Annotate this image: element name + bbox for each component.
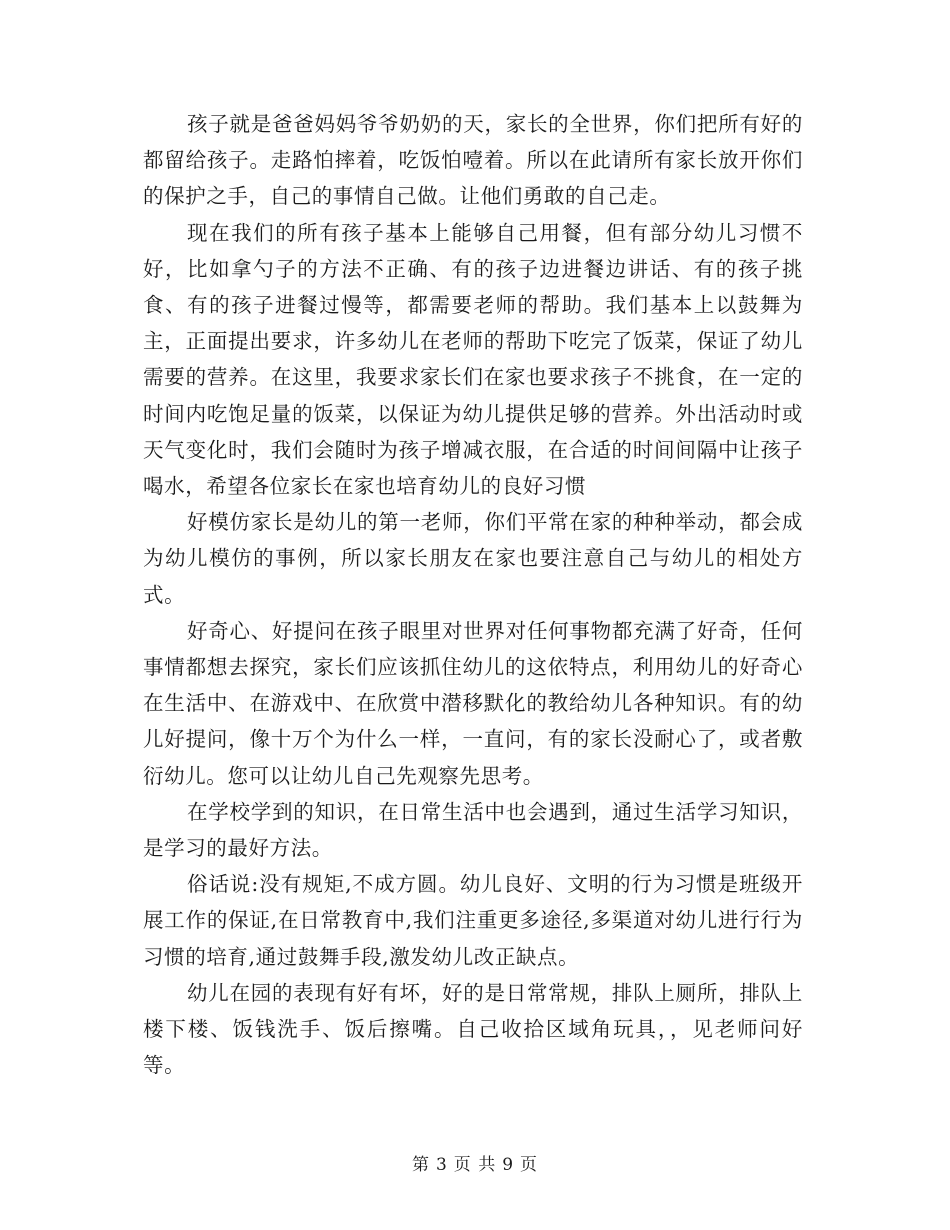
document-body [143,106,803,1083]
paragraph-7: 幼儿在园的表现有好有坏，好的是日常常规，排队上厕所，排队上楼下楼、饭钱洗手、饭后擦嘴。自己收拾区域角玩具，，见老师问好等。 [143,980,803,1078]
footer-prefix: 第 [411,1155,430,1175]
paragraph-6: 俗话说:没有规矩,不成方圆。幼儿良好、文明的行为习惯是班级开展工作的保证,在日常教育中,我们注重更多途径,多渠道对幼儿进行行为习惯的培育,通过鼓舞手段,激发幼儿改正缺点。 [143,872,803,969]
current-page-number: 3 [435,1155,448,1175]
total-pages-number: 9 [502,1155,515,1175]
footer-suffix: 页 [520,1155,539,1175]
page-footer [0,1150,950,1175]
paragraph-5: 在学校学到的知识，在日常生活中也会遇到，通过生活学习知识，是学习的最好方法。 [143,799,803,861]
paragraph-4: 好奇心、好提问在孩子眼里对世界对任何事物都充满了好奇，任何事情都想去探究，家长们应该抓住幼儿的这依特点，利用幼儿的好奇心在生活中、在游戏中、在欣赏中潜移默化的教给幼儿各种知识。有的幼儿好提问，像十万个为什么一样，一直问，有的家长没耐心了，或者敷衍幼儿。您可以让幼儿自己先观察先思考。 [143,618,803,788]
footer-middle: 页 共 [453,1155,497,1175]
paragraph-1: 孩子就是爸爸妈妈爷爷奶奶的天，家长的全世界，你们把所有好的都留给孩子。走路怕摔着，吃饭怕噎着。所以在此请所有家长放开你们的保护之手，自己的事情自己做。让他们勇敢的自己走。 [143,112,803,209]
paragraph-3: 好模仿家长是幼儿的第一老师，你们平常在家的种种举动，都会成为幼儿模仿的事例，所以家长朋友在家也要注意自己与幼儿的相处方式。 [143,510,803,607]
paragraph-2: 现在我们的所有孩子基本上能够自己用餐，但有部分幼儿习惯不好，比如拿勺子的方法不正确、有的孩子边进餐边讲话、有的孩子挑食、有的孩子进餐过慢等，都需要老师的帮助。我们基本上以鼓舞为主，正面提出要求，许多幼儿在老师的帮助下吃完了饭菜，保证了幼儿需要的营养。在这里，我要求家长们在家也要求孩子不挑食，在一定的时间内吃饱足量的饭菜，以保证为幼儿提供足够的营养。外出活动时或天气变化时，我们会随时为孩子增减衣服，在合适的时间间隔中让孩子喝水，希望各位家长在家也培育幼儿的良好习惯 [143,220,803,499]
